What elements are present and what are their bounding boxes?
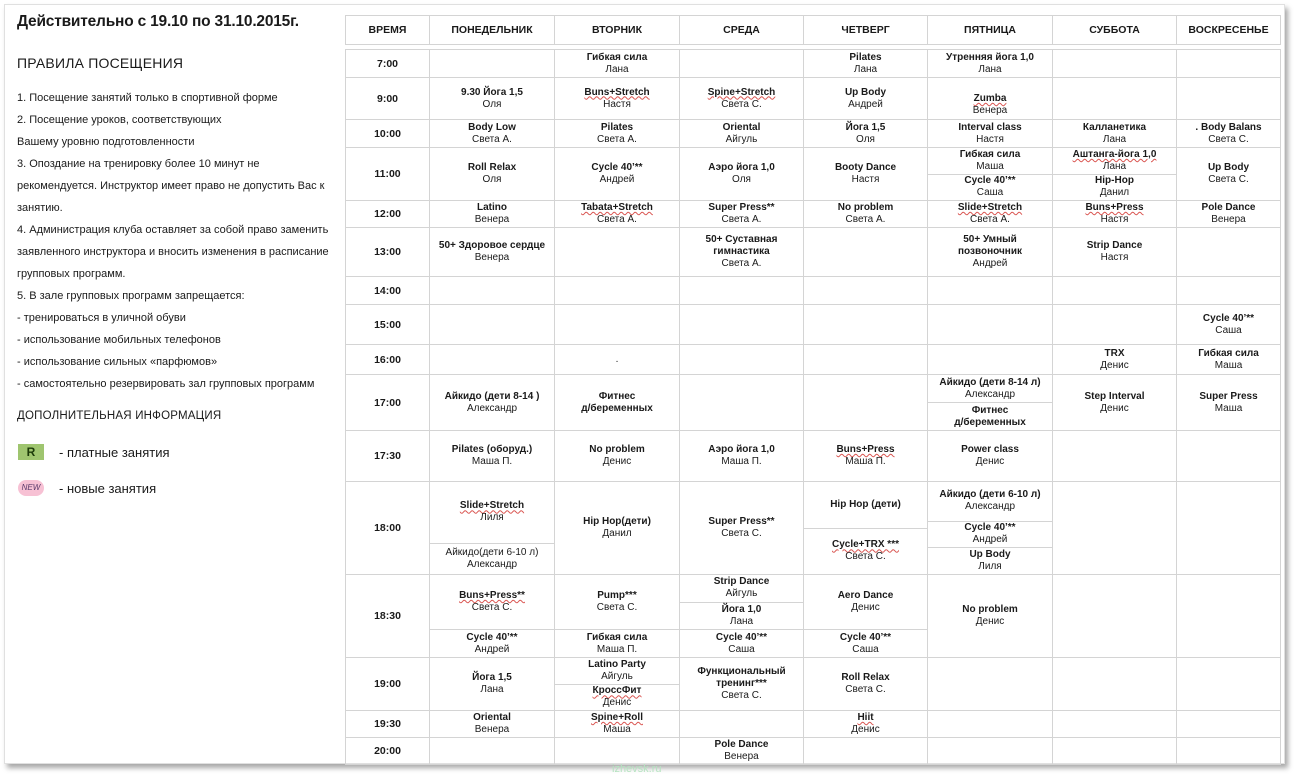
col-fri: ПЯТНИЦА xyxy=(928,16,1053,45)
row-1300 xyxy=(346,228,1281,277)
time-cell: 7:00 xyxy=(346,50,430,78)
schedule-table xyxy=(345,15,1281,765)
time-cell: 17:00 xyxy=(346,375,430,431)
class-cell: Функциональный тренинг*** Света С. xyxy=(680,658,804,711)
rule-line: - использование мобильных телефонов xyxy=(17,334,221,346)
class-cell: No problem Денис xyxy=(555,431,680,482)
rules-title: ПРАВИЛА ПОСЕЩЕНИЯ xyxy=(17,55,184,71)
row-1800 xyxy=(346,482,1281,575)
class-cell: Body Low Света А. xyxy=(430,120,555,148)
legend-paid-label: - платные занятия xyxy=(59,444,170,460)
class-cell: Super Press** Света А. xyxy=(680,201,804,228)
class-cell: Йога 1,5 Лана xyxy=(430,658,555,711)
row-1200 xyxy=(346,201,1281,228)
class-cell: . xyxy=(555,345,680,375)
class-cell: . Body Balans Света С. xyxy=(1177,120,1281,148)
rule-line: - самостоятельно резервировать зал групповых программ xyxy=(17,378,315,390)
paid-icon: R xyxy=(17,443,45,461)
time-cell: 9:00 xyxy=(346,78,430,120)
class-cell: Hip Hop(дети) Данил xyxy=(555,482,680,575)
class-cell: TRX Денис xyxy=(1053,345,1177,375)
class-cell: 50+ Суставная гимнастика Света А. xyxy=(680,228,804,277)
class-cell-split: Strip Dance Айгуль Йога 1,0 Лана Cycle 40’** Саша xyxy=(680,575,804,658)
rules-panel xyxy=(13,11,343,506)
time-cell: 14:00 xyxy=(346,277,430,305)
time-cell: 19:00 xyxy=(346,658,430,711)
class-cell: Гибкая сила Лана xyxy=(555,50,680,78)
new-icon: NEW xyxy=(17,479,45,497)
rule-line: Вашему уровню подготовленности xyxy=(17,136,195,148)
legend-paid xyxy=(17,434,343,470)
class-cell-split: Pump*** Света С. Гибкая сила Маша П. xyxy=(555,575,680,658)
class-cell: Tabata+Stretch Света А. xyxy=(555,201,680,228)
col-sun: ВОСКРЕСЕНЬЕ xyxy=(1177,16,1281,45)
rule-line: 3. Опоздание на тренировку более 10 минут не xyxy=(17,158,260,170)
class-cell: Hiit Денис xyxy=(804,711,928,738)
class-cell: Oriental Айгуль xyxy=(680,120,804,148)
class-cell: Interval class Настя xyxy=(928,120,1053,148)
row-1000 xyxy=(346,120,1281,148)
class-cell-split: Аштанга-йога 1,0 Лана Hip-Hop Данил xyxy=(1053,148,1177,201)
class-cell: Spine+Roll Маша xyxy=(555,711,680,738)
legend xyxy=(17,434,343,506)
time-cell: 18:00 xyxy=(346,482,430,575)
row-2000 xyxy=(346,738,1281,765)
class-cell-split: Aero Dance Денис Cycle 40’** Саша xyxy=(804,575,928,658)
schedule-sheet xyxy=(4,4,1285,764)
col-time: ВРЕМЯ xyxy=(346,16,430,45)
time-cell: 19:30 xyxy=(346,711,430,738)
row-1900 xyxy=(346,658,1281,711)
class-cell: Фитнес д/беременных xyxy=(555,375,680,431)
time-cell: 20:00 xyxy=(346,738,430,765)
col-thu: ЧЕТВЕРГ xyxy=(804,16,928,45)
row-900 xyxy=(346,78,1281,120)
validity-title: Действительно с 19.10 по 31.10.2015г. xyxy=(17,13,299,30)
class-cell-split: Latino Party Айгуль КроссФит Денис xyxy=(555,658,680,711)
class-cell: Oriental Венера xyxy=(430,711,555,738)
class-cell: Roll Relax Оля xyxy=(430,148,555,201)
row-1600 xyxy=(346,345,1281,375)
class-cell: Super Press** Света С. xyxy=(680,482,804,575)
class-cell: Айкидо (дети 8-14 ) Александр xyxy=(430,375,555,431)
class-cell: Super Press Маша xyxy=(1177,375,1281,431)
rule-line: - использование сильных «парфюмов» xyxy=(17,356,218,368)
class-cell: Booty Dance Настя xyxy=(804,148,928,201)
class-cell: Cycle 40’** Андрей xyxy=(555,148,680,201)
class-cell: Pilates (оборуд.) Маша П. xyxy=(430,431,555,482)
rule-line: 2. Посещение уроков, соответствующих xyxy=(17,114,222,126)
row-1100 xyxy=(346,148,1281,201)
extra-info-title: ДОПОЛНИТЕЛЬНАЯ ИНФОРМАЦИЯ xyxy=(17,410,222,422)
rule-line: занятию. xyxy=(17,202,63,214)
class-cell: Power class Денис xyxy=(928,431,1053,482)
col-wed: СРЕДА xyxy=(680,16,804,45)
class-cell: Strip Dance Настя xyxy=(1053,228,1177,277)
time-cell: 12:00 xyxy=(346,201,430,228)
time-cell: 16:00 xyxy=(346,345,430,375)
class-cell: Roll Relax Света С. xyxy=(804,658,928,711)
class-cell: Step Interval Денис xyxy=(1053,375,1177,431)
class-cell: Гибкая сила Маша xyxy=(1177,345,1281,375)
class-cell: Up Body Света С. xyxy=(1177,148,1281,201)
class-cell-split: Гибкая сила Маша Cycle 40’** Саша xyxy=(928,148,1053,201)
class-cell: Up Body Андрей xyxy=(804,78,928,120)
class-cell-split: Hip Hop (дети) Cycle+TRX *** Света С. xyxy=(804,482,928,575)
class-cell: Pilates Лана xyxy=(804,50,928,78)
watermark: izhevsk.ru xyxy=(612,763,662,775)
row-1500 xyxy=(346,305,1281,345)
class-cell: Spine+Stretch Света С. xyxy=(680,78,804,120)
time-cell: 18:30 xyxy=(346,575,430,658)
col-tue: ВТОРНИК xyxy=(555,16,680,45)
class-cell: Slide+Stretch Света А. xyxy=(928,201,1053,228)
rule-line: групповых программ. xyxy=(17,268,126,280)
col-mon: ПОНЕДЕЛЬНИК xyxy=(430,16,555,45)
rule-line: - тренироваться в уличной обуви xyxy=(17,312,186,324)
time-cell: 13:00 xyxy=(346,228,430,277)
class-cell: Buns+Press Настя xyxy=(1053,201,1177,228)
class-cell: Zumba Венера xyxy=(928,78,1053,120)
time-cell: 15:00 xyxy=(346,305,430,345)
row-1930 xyxy=(346,711,1281,738)
legend-new xyxy=(17,470,343,506)
class-cell: Latino Венера xyxy=(430,201,555,228)
class-cell-split: Айкидо (дети 6-10 л) Александр Cycle 40’** Андрей Up Body Лиля xyxy=(928,482,1053,575)
time-cell: 17:30 xyxy=(346,431,430,482)
class-cell: Pilates Света А. xyxy=(555,120,680,148)
class-cell: 50+ Здоровое сердце Венера xyxy=(430,228,555,277)
class-cell: Buns+Stretch Настя xyxy=(555,78,680,120)
row-1400 xyxy=(346,277,1281,305)
rules-list xyxy=(13,87,343,395)
class-cell: 50+ Умный позвоночник Андрей xyxy=(928,228,1053,277)
class-cell-split: Buns+Press** Света С. Cycle 40’** Андрей xyxy=(430,575,555,658)
class-cell: Pole Dance Венера xyxy=(680,738,804,765)
row-1700 xyxy=(346,375,1281,431)
class-cell: Cycle 40’** Саша xyxy=(1177,305,1281,345)
rule-line: рекомендуется. Инструктор имеет право не допустить Вас к xyxy=(17,180,325,192)
legend-new-label: - новые занятия xyxy=(59,480,157,496)
col-sat: СУББОТА xyxy=(1053,16,1177,45)
rule-line: заявленного инструктора и вносить изменения в расписание xyxy=(17,246,329,258)
row-700 xyxy=(346,50,1281,78)
class-cell-split: Айкидо (дети 8-14 л) Александр Фитнес д/беременных xyxy=(928,375,1053,431)
class-cell: Йога 1,5 Оля xyxy=(804,120,928,148)
class-cell-split: Slide+Stretch Лиля Айкидо(дети 6-10 л) Александр xyxy=(430,482,555,575)
class-cell: No problem Света А. xyxy=(804,201,928,228)
row-1830 xyxy=(346,575,1281,658)
class-cell: No problem Денис xyxy=(928,575,1053,658)
class-cell: Pole Dance Венера xyxy=(1177,201,1281,228)
row-1730 xyxy=(346,431,1281,482)
rule-line: 1. Посещение занятий только в спортивной форме xyxy=(17,92,278,104)
class-cell: Buns+Press Маша П. xyxy=(804,431,928,482)
class-cell: Утренняя йога 1,0 Лана xyxy=(928,50,1053,78)
class-cell: 9.30 Йога 1,5 Оля xyxy=(430,78,555,120)
time-cell: 10:00 xyxy=(346,120,430,148)
class-cell: Калланетика Лана xyxy=(1053,120,1177,148)
rule-line: 5. В зале групповых программ запрещается: xyxy=(17,290,245,302)
header-row xyxy=(346,16,1281,45)
class-cell: Аэро йога 1,0 Маша П. xyxy=(680,431,804,482)
rule-line: 4. Администрация клуба оставляет за собой право заменить xyxy=(17,224,329,236)
class-cell: Аэро йога 1,0 Оля xyxy=(680,148,804,201)
time-cell: 11:00 xyxy=(346,148,430,201)
